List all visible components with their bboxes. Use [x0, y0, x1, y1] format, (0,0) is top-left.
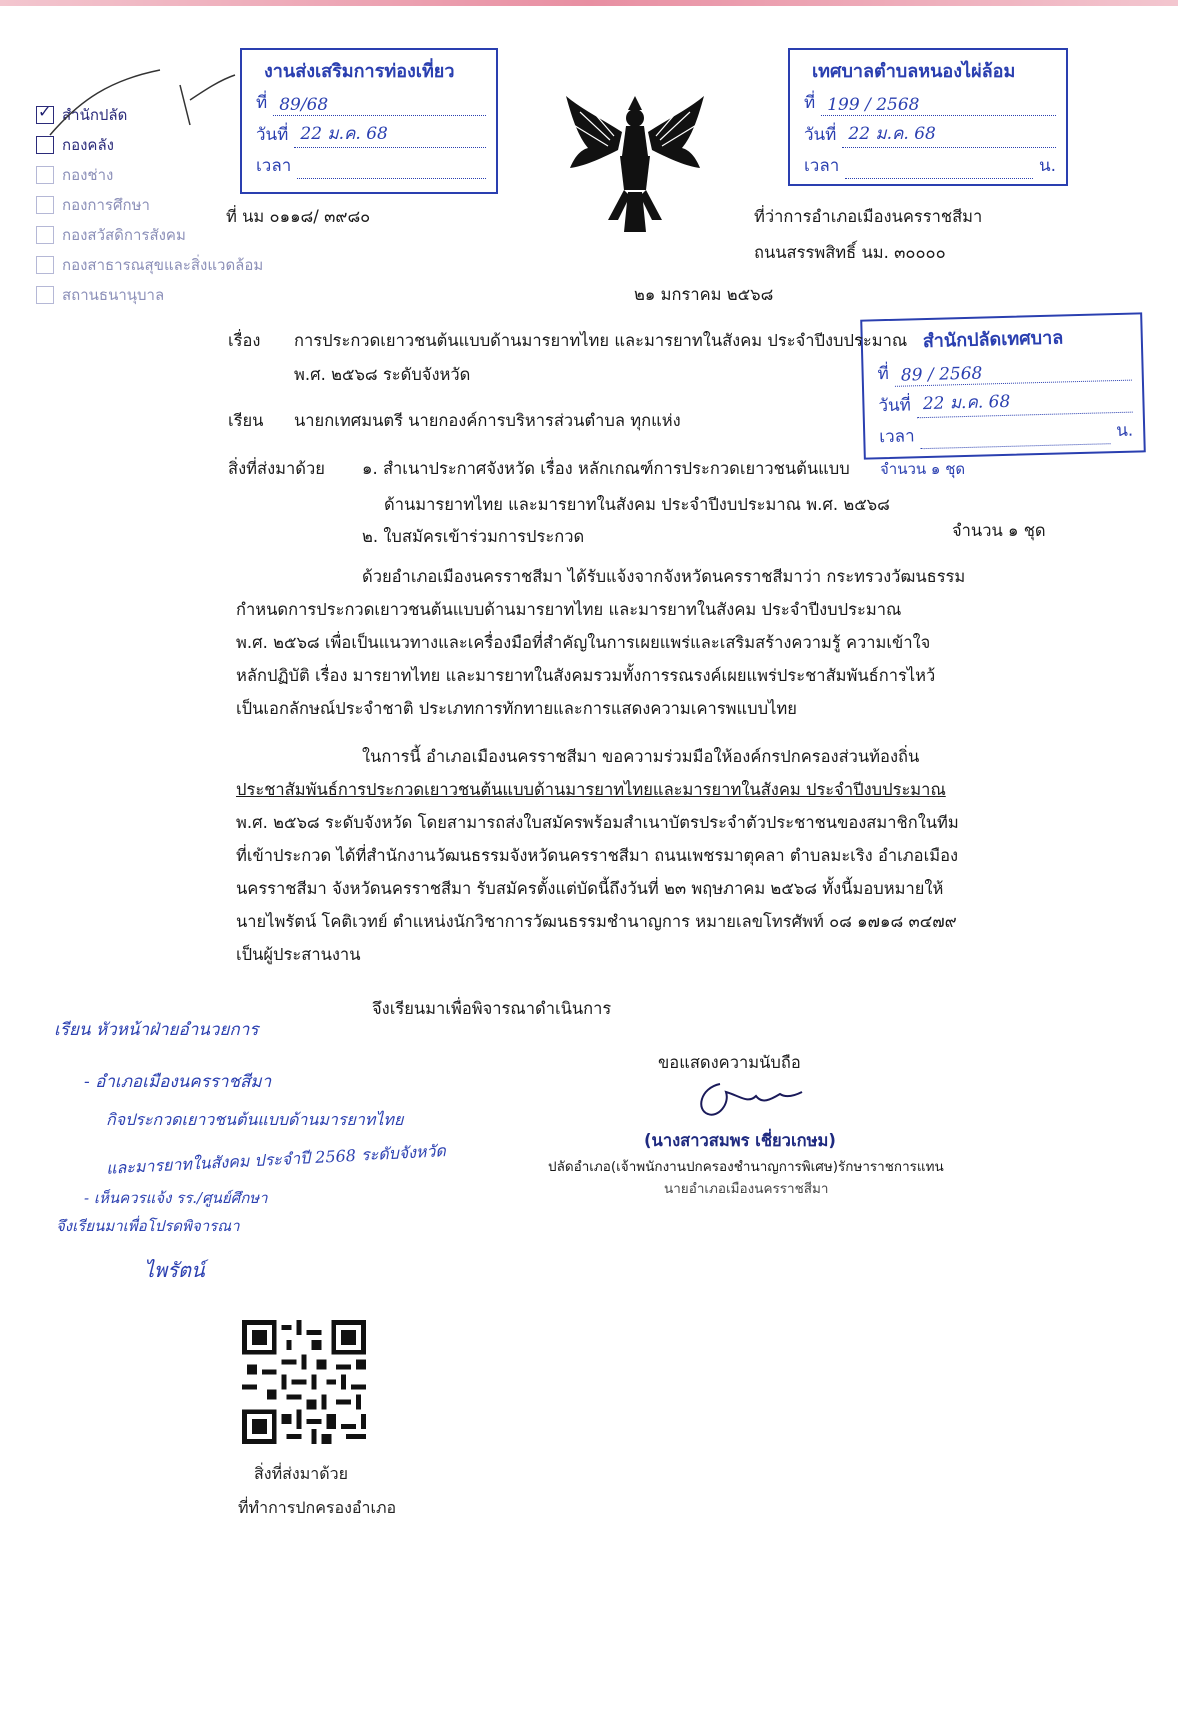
footer-office: ที่ทำการปกครองอำเภอ: [238, 1498, 397, 1517]
checkbox-icon[interactable]: [36, 166, 54, 184]
checkbox-icon[interactable]: [36, 256, 54, 274]
stamp-title: เทศบาลตำบลหนองไผ่ล้อม: [812, 61, 1016, 82]
stamp-time-label: เวลา: [879, 426, 915, 448]
recipient-text: นายกเทศมนตรี นายกองค์การบริหารส่วนตำบล ทุกแห่ง: [294, 411, 681, 430]
enclosure-item-1: ๑. สำเนาประกาศจังหวัด เรื่อง หลักเกณฑ์การประกวดเยาวชนต้นแบบ: [362, 459, 850, 478]
subject-line-1: การประกวดเยาวชนต้นแบบด้านมารยาทไทย และมารยาทในสังคม ประจำปีงบประมาณ: [294, 331, 908, 350]
signer-name: (นางสาวสมพร เชี่ยวเกษม): [644, 1131, 836, 1150]
body-line: กำหนดการประกวดเยาวชนต้นแบบด้านมารยาทไทย และมารยาทในสังคม ประจำปีงบประมาณ: [236, 600, 902, 619]
body-line: นายไพรัตน์ โคติเวทย์ ตำแหน่งนักวิชาการวัฒนธรรมชำนาญการ หมายเลขโทรศัพท์ ๐๘ ๑๗๑๘ ๓๔๗๙: [236, 912, 957, 931]
handnote-line: จึงเรียนมาเพื่อโปรดพิจารณา: [56, 1217, 240, 1235]
subject-line-2: พ.ศ. ๒๕๖๘ ระดับจังหวัด: [294, 365, 471, 384]
stamp-no-label: ที่: [877, 363, 890, 385]
signer-position-1: ปลัดอำเภอ(เจ้าพนักงานปกครองชำนาญการพิเศษ)รักษาราชการแทน: [548, 1159, 944, 1175]
stamp-time-value: [920, 423, 1110, 449]
handnote-signature: ไพรัตน์: [144, 1258, 205, 1282]
enclosure-item-2: ๒. ใบสมัครเข้าร่วมการประกวด: [362, 527, 585, 546]
body-line: ในการนี้ อำเภอเมืองนครราชสีมา ขอความร่วมมือให้องค์กรปกครองส่วนท้องถิ่น: [362, 747, 920, 766]
stamp-date-label: วันที่: [804, 125, 837, 145]
stamp-no-value: 89 / 2568: [895, 360, 1132, 387]
top-edge: [0, 0, 1178, 6]
enclosure-item-2-count: จำนวน ๑ ชุด: [952, 521, 1046, 540]
stamp-date-label: วันที่: [878, 395, 912, 417]
route-item-health[interactable]: [36, 250, 306, 280]
stamp-date-value: 22 ม.ค. 68: [916, 385, 1132, 419]
handnote-line: เรียน หัวหน้าฝ่ายอำนวยการ: [54, 1020, 259, 1040]
stamp-time-value: [845, 158, 1033, 179]
body-line: เป็นเอกลักษณ์ประจำชาติ ประเภทการทักทายและการแสดงความเคารพแบบไทย: [236, 699, 797, 718]
regards: ขอแสดงความนับถือ: [658, 1053, 801, 1072]
body-line: ประชาสัมพันธ์การประกวดเยาวชนต้นแบบด้านมารยาทไทยและมารยาทในสังคม ประจำปีงบประมาณ: [236, 780, 946, 799]
handnote-line: - เห็นควรแจ้ง รร./ศูนย์ศึกษา: [84, 1189, 268, 1207]
subject-label: เรื่อง: [228, 331, 261, 350]
stamp-time-label: เวลา: [256, 156, 292, 176]
body-line: พ.ศ. ๒๕๖๘ ระดับจังหวัด โดยสามารถส่งใบสมัครพร้อมสำเนาบัตรประจำตัวประชาชนของสมาชิกในทีม: [236, 813, 959, 832]
handnote-line: และมารยาทในสังคม ประจำปี 2568 ระดับจังหวัด: [105, 1141, 447, 1178]
stamp-time-label: เวลา: [804, 156, 840, 176]
issuing-office-address: ถนนสรรพสิทธิ์ นม. ๓๐๐๐๐: [754, 243, 946, 262]
garuda-emblem-icon: [560, 88, 710, 238]
closing-line: จึงเรียนมาเพื่อพิจารณาดำเนินการ: [372, 999, 612, 1018]
issuing-office: ที่ว่าการอำเภอเมืองนครราชสีมา: [754, 207, 983, 226]
stamp-time-value: [297, 158, 486, 179]
checkbox-icon[interactable]: [36, 286, 54, 304]
route-label: กองสาธารณสุขและสิ่งแวดล้อม: [62, 256, 264, 274]
handnote-line: - อำเภอเมืองนครราชสีมา: [84, 1072, 272, 1092]
route-item-engineering[interactable]: [36, 160, 306, 190]
route-label: สถานธนานุบาล: [62, 286, 165, 304]
signer-position-2: นายอำเภอเมืองนครราชสีมา: [664, 1181, 829, 1197]
stamp-date-value: 22 ม.ค. 68: [842, 120, 1056, 148]
enclosure-item-1-count: จำนวน ๑ ชุด: [880, 460, 966, 478]
stamp-date-value: 22 ม.ค. 68: [294, 120, 486, 148]
body-paragraph-1: [236, 560, 1066, 725]
enclosure-label: สิ่งที่ส่งมาด้วย: [228, 459, 325, 478]
stamp-time-suffix: น.: [1115, 420, 1134, 442]
body-line: เป็นผู้ประสานงาน: [236, 945, 361, 964]
body-paragraph-2: [236, 740, 1066, 971]
route-label: กองการศึกษา: [62, 196, 150, 214]
stamp-date-label: วันที่: [256, 125, 289, 145]
qr-code-icon[interactable]: [242, 1320, 366, 1444]
stamp-time-suffix: น.: [1038, 156, 1056, 176]
body-line: ที่เข้าประกวด ได้ที่สำนักงานวัฒนธรรมจังหวัดนครราชสีมา ถนนเพชรมาตุคลา ตำบลมะเริง อำเภอเมือง: [236, 846, 959, 865]
stamp-no-value: 89/68: [273, 95, 486, 116]
route-item-pawnshop[interactable]: [36, 280, 306, 310]
scribble-mark-icon: [40, 40, 240, 140]
document-date: ๒๑ มกราคม ๒๕๖๘: [634, 285, 774, 304]
body-line: หลักปฏิบัติ เรื่อง มารยาทไทย และมารยาทในสังคมรวมทั้งการรณรงค์เผยแพร่ประชาสัมพันธ์การไหว้: [236, 666, 936, 685]
stamp-no-label: ที่: [256, 93, 268, 113]
stamp-no-value: 199 / 2568: [821, 95, 1056, 116]
stamp-title: งานส่งเสริมการท่องเที่ยว: [264, 61, 455, 82]
checkbox-icon[interactable]: [36, 226, 54, 244]
body-line: ด้วยอำเภอเมืองนครราชสีมา ได้รับแจ้งจากจังหวัดนครราชสีมาว่า กระทรวงวัฒนธรรม: [362, 567, 966, 586]
route-label: กองสวัสดิการสังคม: [62, 226, 186, 244]
route-label: กองช่าง: [62, 166, 114, 184]
recipient-label: เรียน: [228, 411, 264, 430]
document-number: ที่ นม ๐๑๑๘/ ๓๙๘๐: [226, 207, 371, 226]
checkbox-icon[interactable]: [36, 196, 54, 214]
route-label: กองคลัง: [62, 136, 114, 154]
body-line: นครราชสีมา จังหวัดนครราชสีมา รับสมัครตั้งแต่บัดนี้ถึงวันที่ ๒๓ พฤษภาคม ๒๕๖๘ ทั้งนี้มอบหมายให้: [236, 879, 944, 898]
stamp-no-label: ที่: [804, 93, 816, 113]
handnote-line: กิจประกวดเยาวชนต้นแบบด้านมารยาทไทย: [106, 1110, 404, 1129]
signature-ink-icon: [690, 1074, 810, 1124]
route-label: สำนักปลัด: [62, 106, 128, 124]
body-line: พ.ศ. ๒๕๖๘ เพื่อเป็นแนวทางและเครื่องมือที่สำคัญในการเผยแพร่และเสริมสร้างความรู้ ความเข้าใจ: [236, 633, 931, 652]
stamp-title: สำนักปลัดเทศบาล: [922, 327, 1064, 353]
receiving-stamp-municipality: [788, 48, 1068, 186]
qr-caption: สิ่งที่ส่งมาด้วย: [254, 1464, 348, 1483]
enclosure-item-1-cont: ด้านมารยาทไทย และมารยาทในสังคม ประจำปีงบประมาณ พ.ศ. ๒๕๖๘: [384, 495, 890, 514]
